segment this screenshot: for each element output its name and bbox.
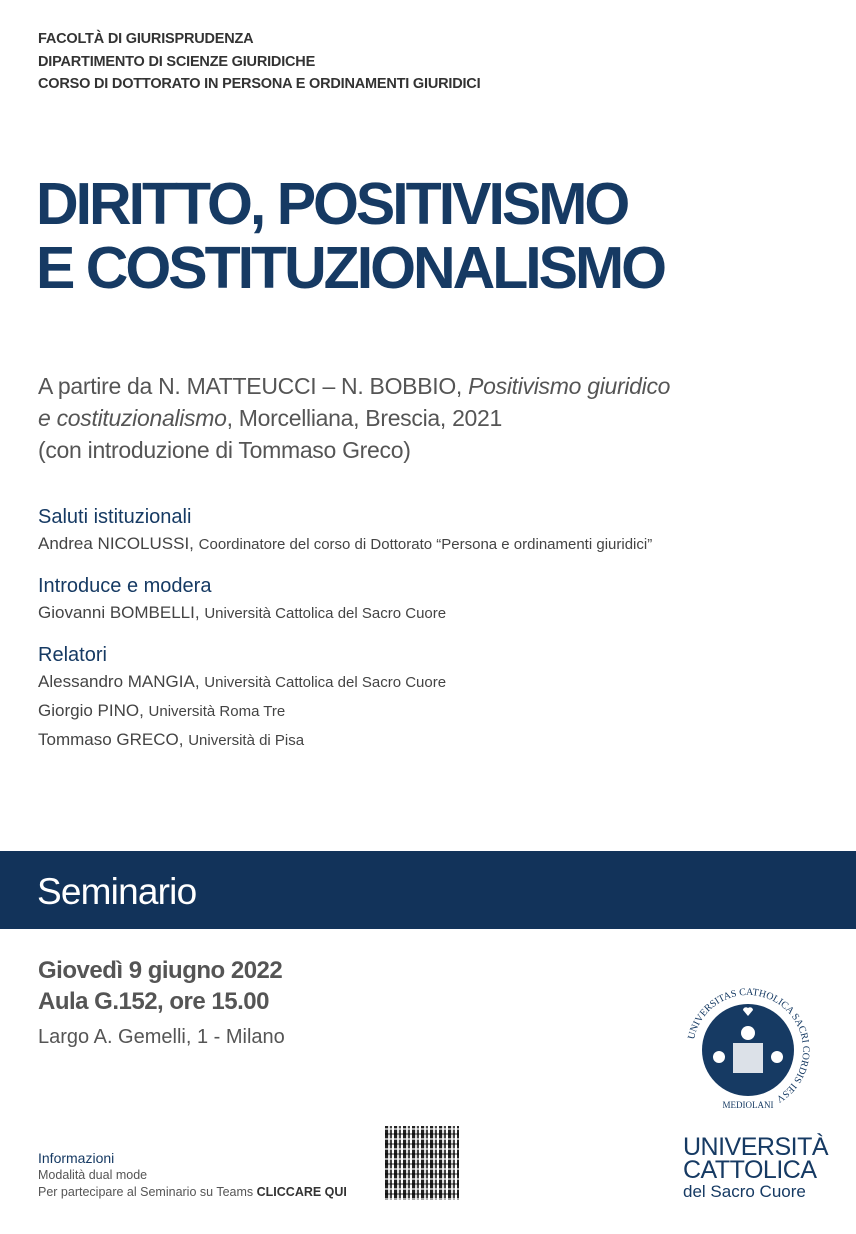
- header-line: FACOLTÀ DI GIURISPRUDENZA: [38, 31, 254, 47]
- person-name: Tommaso GRECO,: [38, 730, 184, 749]
- person-role: Università Roma Tre: [148, 703, 286, 720]
- person-name: Giovanni BOMBELLI,: [38, 603, 200, 622]
- info-mode: Modalità dual mode: [38, 1168, 148, 1182]
- section-heading: Relatori: [38, 644, 107, 666]
- logo-line: CATTOLICA: [683, 1156, 817, 1184]
- seminar-band: [0, 851, 856, 929]
- program: [38, 504, 652, 755]
- event-address: Largo A. Gemelli, 1 - Milano: [38, 1026, 285, 1048]
- section-heading: Introduce e modera: [38, 575, 212, 597]
- section-speakers: [38, 642, 652, 755]
- publisher: , Morcelliana, Brescia, 2021: [226, 405, 503, 431]
- section-moderator: [38, 573, 652, 628]
- logo-line: del Sacro Cuore: [683, 1182, 806, 1201]
- event-date: Giovedì 9 giugno 2022: [38, 957, 283, 984]
- header-line: DIPARTIMENTO DI SCIENZE GIURIDICHE: [38, 53, 316, 70]
- info-block: [38, 1150, 347, 1201]
- logo-line: UNIVERSITÀ: [683, 1133, 829, 1161]
- page-title: [36, 172, 664, 300]
- person-name: Alessandro MANGIA,: [38, 672, 200, 691]
- person-name: Giorgio PINO,: [38, 701, 144, 720]
- svg-text:UNIVERSITAS CATHOLICA SACRI CO: UNIVERSITAS CATHOLICA SACRI CORDIS IESV: [686, 986, 812, 1105]
- university-seal-icon: [683, 985, 813, 1115]
- teams-link[interactable]: CLICCARE QUI: [256, 1185, 347, 1199]
- person-role: Università di Pisa: [188, 732, 305, 749]
- qr-code[interactable]: [385, 1126, 459, 1200]
- seminar-label: Seminario: [37, 871, 197, 912]
- faculty-header: [38, 28, 480, 96]
- section-heading: Saluti istituzionali: [38, 506, 192, 528]
- person-role: Università Cattolica del Sacro Cuore: [204, 674, 447, 691]
- svg-text:MEDIOLANI: MEDIOLANI: [722, 1100, 774, 1110]
- header-line: CORSO DI DOTTORATO IN PERSONA E ORDINAMENTI GIURIDICI: [38, 76, 481, 92]
- person-name: Andrea NICOLUSSI,: [38, 534, 194, 553]
- person-role: Coordinatore del corso di Dottorato “Persona e ordinamenti giuridici”: [198, 536, 653, 553]
- subtitle: [38, 370, 670, 466]
- book-title: Positivismo giuridico: [468, 373, 671, 399]
- book-title: e costituzionalismo: [38, 405, 227, 431]
- event-datetime: [38, 955, 282, 1017]
- title-line: DIRITTO, POSITIVISMO: [36, 171, 628, 237]
- title-line: E COSTITUZIONALISMO: [36, 235, 665, 301]
- person-role: Università Cattolica del Sacro Cuore: [204, 605, 447, 622]
- university-logo: [683, 1133, 829, 1202]
- section-saluti: [38, 504, 652, 559]
- info-heading: Informazioni: [38, 1150, 115, 1166]
- introduction-note: (con introduzione di Tommaso Greco): [38, 437, 411, 463]
- event-room-time: Aula G.152, ore 15.00: [38, 988, 269, 1015]
- subtitle-authors: A partire da N. MATTEUCCI – N. BOBBIO,: [38, 373, 469, 399]
- info-teams-text: Per partecipare al Seminario su Teams: [38, 1185, 257, 1199]
